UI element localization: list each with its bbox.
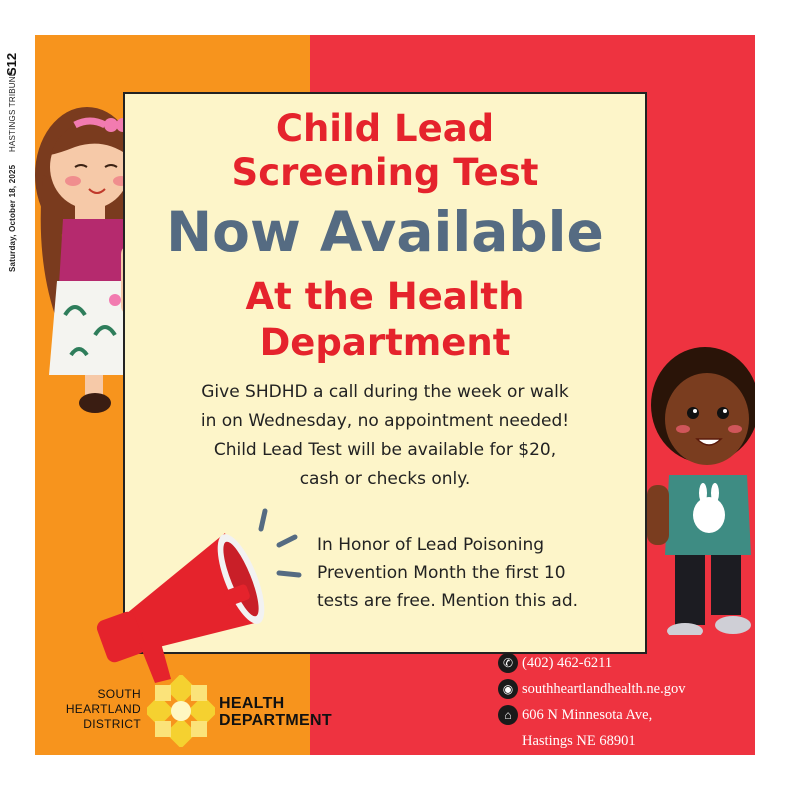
honor-line-3: tests are free. Mention this ad. <box>317 591 579 611</box>
phone-number[interactable]: (402) 462-6211 <box>522 654 613 671</box>
body-line-4: cash or checks only. <box>299 469 471 489</box>
home-icon: ⌂ <box>498 705 518 725</box>
headline-now-available: Now Available <box>166 200 604 264</box>
address-line-1: 606 N Minnesota Ave, <box>522 706 653 723</box>
logo-district-text <box>61 687 141 732</box>
website-row[interactable] <box>498 676 755 702</box>
page-edge <box>2 40 28 370</box>
boy-illustration <box>647 335 755 635</box>
contact-info <box>498 650 755 754</box>
logo-district-line-3: DISTRICT <box>83 717 141 731</box>
headline-line-5: Department <box>259 321 511 364</box>
page-number: S12 <box>4 52 19 76</box>
honor-note <box>317 531 637 615</box>
phone-row[interactable] <box>498 650 755 676</box>
headline-line-4: At the Health <box>245 275 525 318</box>
logo-dept-line-2: DEPARTMENT <box>219 712 332 729</box>
address-line-2: Hastings NE 68901 <box>522 733 636 749</box>
publication-name: HASTINGS TRIBUNE <box>8 70 17 152</box>
health-department-logo <box>61 675 381 749</box>
headline-line-1: Child Lead <box>275 107 495 150</box>
honor-line-1: In Honor of Lead Poisoning <box>317 535 545 555</box>
logo-district-line-1: SOUTH <box>97 687 141 701</box>
phone-icon: ✆ <box>498 653 518 673</box>
body-line-3: Child Lead Test will be available for $20, <box>213 440 557 460</box>
megaphone-icon <box>75 503 305 683</box>
logo-health-department-text <box>219 695 332 729</box>
advertisement <box>35 35 755 755</box>
globe-icon: ◉ <box>498 679 518 699</box>
headline-line-2: Screening Test <box>231 151 539 194</box>
date-line: Saturday, October 18, 2025 <box>8 164 17 272</box>
sun-logo-icon <box>147 675 215 747</box>
address-row <box>498 702 755 728</box>
logo-district-line-2: HEARTLAND <box>65 702 141 716</box>
body-line-2: in on Wednesday, no appointment needed! <box>200 411 570 431</box>
body-line-1: Give SHDHD a call during the week or walk <box>201 382 569 402</box>
website-link[interactable]: southheartlandhealth.ne.gov <box>522 680 686 697</box>
honor-line-2: Prevention Month the first 10 <box>317 563 566 583</box>
logo-dept-line-1: HEALTH <box>219 695 285 712</box>
